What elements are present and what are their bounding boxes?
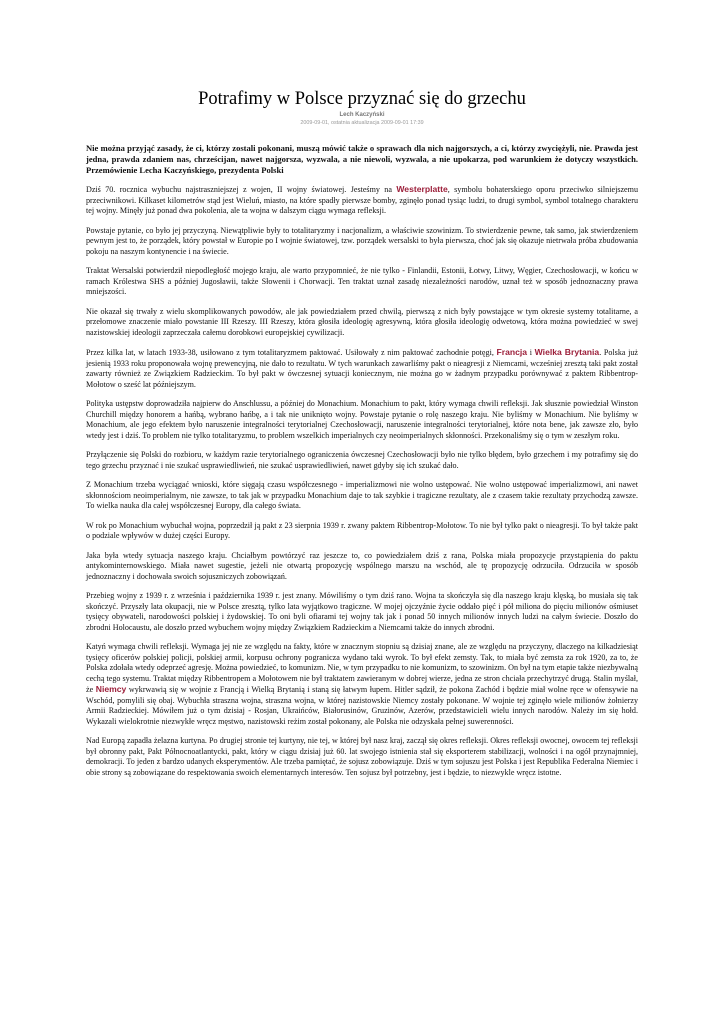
article-lead: Nie można przyjąć zasady, że ci, którzy zostali pokonani, muszą mówić także o sprawach dla nich najgorszych, a ci, którzy zwyciężyli, nie. Prawda jest jedna, prawda zdaniem nas, chrześcijan, nawet najgorsza, wyzwala, a nie niewoli, wyzwala, a nie upokarza, pod warunkiem że dotyczy wszystkich. Przemówienie Lecha Kaczyńskiego, prezydenta Polski bbox=[86, 143, 638, 176]
link-wielka-brytania[interactable]: Wielka Brytania bbox=[534, 347, 600, 358]
paragraph-10: Jaka była wtedy sytuacja naszego kraju. Chciałbym powtórzyć raz jeszcze to, co powiedziałem dziś z rana, Polska miała propozycje przystąpienia do paktu antykominternowskiego. Miała nawet sugestie, jeżeli nie otwartą propozycję wspólnego marszu na wschód, ale tę propozycję odrzuciła. Odrzuciła w sposób jednoznaczny i dochowała swoich sojuszniczych zobowiązań. bbox=[86, 550, 638, 581]
paragraph-3: Traktat Wersalski potwierdził niepodległość mojego kraju, ale warto przypomnieć, że nie tylko - Finlandii, Estonii, Łotwy, Litwy, Węgier, Czechosłowacji, w końcu w ramach Królestwa SHS a później Jugosławii, także Słowenii i Chorwacji. Ten traktat uznał zasadę niezależności narodów, uznał też w sposób jednoznaczny prawa mniejszości. bbox=[86, 266, 638, 297]
paragraph-11: Przebieg wojny z 1939 r. z września i października 1939 r. jest znany. Mówiliśmy o tym dziś rano. Wojna ta skończyła się dla naszego kraju klęską, bo musiała się tak skończyć. Przyszły lata okupacji, nie w Polsce zresztą, tylko lata wyjątkowo tragiczne. W mojej ojczyźnie życie oddało pięć i pół miliona do pięciu milionów ośmiuset tysięcy obywateli, narodowości polskiej i żydowskiej. To oni byli ofiarami tej wojny tak jak i ponad 50 innych milionów innych ludzi na całym świecie. Doszło do zbrodni Holocaustu, ale doszło przed wybuchem wojny między Związkiem Radzieckim a Niemcami także do innych zbrodni. bbox=[86, 591, 638, 632]
paragraph-1 bbox=[86, 184, 638, 217]
link-niemcy[interactable]: Niemcy bbox=[95, 684, 127, 695]
paragraph-8: Z Monachium trzeba wyciągać wnioski, które sięgają czasu współczesnego - imperializmowi nie wolno ustępować. Nie wolno ustępować imperializmowi, ani nawet skłonnościom neoimperialnym, nie zawsze, to tak jak w przypadku Monachium daje to tak szybkie i tragiczne rezultaty, ale z czasem takie rezultaty przychodzą zawsze. To wielka nauka dla całej współczesnej Europy, dla całego świata. bbox=[86, 480, 638, 511]
paragraph-6: Polityka ustępstw doprowadziła najpierw do Anschlussu, a później do Monachium. Monachium to pakt, który wymaga chwili refleksji. Jak słusznie powiedział Winston Churchill między honorem a hańbą, wybrano hańbę, a i tak nie uniknięto wojny. Powstaje pytanie o rolę naszego kraju. Nie byliśmy w Monachium. Nie byliśmy w Monachium, ale jego efektem było naruszenie integralności terytorialnej Czechosłowacji, naruszenie integralności terytorialnej, które nota bene, jak zawsze zło, było wtedy jest i dziś. To problem nie tylko totalitaryzmu, to problem wszelkich imperialnych czy neoimperialnych skłonności. Przekonaliśmy się o tym w zeszłym roku. bbox=[86, 399, 638, 440]
article-dateline: 2009-09-01, ostatnia aktualizacja 2009-09-01 17:39 bbox=[300, 120, 424, 126]
paragraph-text: i bbox=[527, 348, 535, 358]
article-author: Lech Kaczyński bbox=[339, 112, 385, 118]
paragraph-4: Nie okazał się trwały z wielu skomplikowanych powodów, ale jak powiedziałem przed chwilą, pierwszą z nich były powstające w tym okresie systemy totalitarne, a przełomowe znaczenie miało powstanie III Rzeszy. III Rzeszy, która głosiła ideologię agresywną, która głosiła ideologię odwetową, która można powiedzieć w swej nazistowskiej ideologii zaprzeczała całemu dorobkowi europejskiej cywilizacji. bbox=[86, 306, 638, 337]
paragraph-text: . Polska już jesienią 1933 roku proponowała wojnę prewencyjną, nie dało to rezultatu. W tych warunkach zawarliśmy pakt o nieagresji z Niemcami, wcześniej zresztą taki pakt został zawarty również ze Związkiem Radzieckim. To był pakt w ówczesnej sytuacji koniecznym, nie można go w żadnym przypadku porównywać z paktem Ribbentrop-Mołotow o sześć lat późniejszym. bbox=[86, 348, 639, 389]
paragraph-7: Przyłączenie się Polski do rozbioru, w każdym razie terytorialnego ograniczenia ówczesnej Czechosłowacji było nie tylko błędem, było grzechem i my potrafimy się do tego grzechu przyznać i nie szukać usprawiedliwień, nie szukać usprawiedliwień, nawet gdyby się ich szukać dało. bbox=[86, 450, 638, 470]
paragraph-text: wykrwawią się w wojnie z Francją i Wielką Brytanią i staną się łatwym łupem. Hitler sądził, że pokona Zachód i będzie miał wolne ręce w ofensywie na Wschód, pomylili się obaj. Wybuchła straszna wojna, straszna wojna, w której nazistowskie Niemcy zostały pokonane. W wojnie tej zginęło wiele milionów żołnierzy Armii Radzieckiej. Mówiłem już o tym dzisiaj - Rosjan, Ukraińców, Białorusinów, Gruzinów, Azerów, przedstawicieli wielu innych narodów. Należy im się hołd. Wykazali wielokrotnie niezwykłe wręcz męstwo, nazistowski reżim został pokonany, ale Polska nie odzyskała pełnej suwerenności. bbox=[86, 685, 638, 726]
paragraph-text: , symbolu bohaterskiego oporu przeciwko silniejszemu przeciwnikowi. Kilkaset kilometrów stąd jest Wieluń, miasto, na które spadły pierwsze bomby, zginęło ponad tysiąc ludzi, to drugi symbol, symbol totalnego charakteru tej wojny. Minęły już ponad dwa pokolenia, ale ta wojna w dalszym ciągu wymaga refleksji. bbox=[86, 185, 638, 216]
link-westerplatte[interactable]: Westerplatte bbox=[396, 184, 448, 195]
paragraph-13: Nad Europą zapadła żelazna kurtyna. Po drugiej stronie tej kurtyny, nie tej, w której był nasz kraj, zaczął się okres refleksji. Okres refleksji owocnej, owocem tej refleksji był obronny pakt, Pakt Północnoatlantycki, pakt, który w ciągu dzisiaj już 60. lat swojego istnienia stał się eksporterem stabilizacji, wolności i na ogół przynajmniej, demokracji. To jeden z bardzo udanych eksperymentów. Ale trzeba pamiętać, że sojusz zobowiązuje. Dziś w tym sojuszu jest Polska i jest Republika Federalna Niemiec i obie strony są zobowiązane do respektowania swoich elementarnych interesów. Ten sojusz był potrzebny, jest i będzie, to niezwykle wręcz istotne. bbox=[86, 736, 638, 777]
article bbox=[86, 88, 638, 787]
paragraph-2: Powstaje pytanie, co było jej przyczyną. Niewątpliwie były to totalitaryzmy i nacjonalizm, a właściwie szowinizm. To stwierdzenie pewne, tak samo, jak stwierdzeniem pewnym jest to, że porządek, który powstał w Europie po I wojnie światowej, tzw. porządek wersalski to była pierwsza, choć jak się okazuje nietrwała próba zbudowania pokoju na naszym kontynencie i na świecie. bbox=[86, 225, 638, 256]
paragraph-5 bbox=[86, 347, 638, 390]
paragraph-text: Dziś 70. rocznica wybuchu najstraszniejszej z wojen, II wojny światowej. Jesteśmy na bbox=[86, 185, 397, 195]
link-francja[interactable]: Francja bbox=[496, 347, 528, 358]
paragraph-9: W rok po Monachium wybuchał wojna, poprzedził ją pakt z 23 sierpnia 1939 r. zwany paktem Ribbentrop-Mołotow. To nie był tylko pakt o nieagresji. To był także pakt o podziale wpływów w dużej części Europy. bbox=[86, 520, 638, 541]
paragraph-12 bbox=[86, 642, 638, 727]
paragraph-text: Przez kilka lat, w latach 1933-38, usiłowano z tym totalitaryzmem paktować. Usiłowały z nim paktować zachodnie potęgi, bbox=[86, 348, 497, 358]
article-title: Potrafimy w Polsce przyznać się do grzechu bbox=[198, 89, 526, 109]
paragraph-text: Katyń wymaga chwili refleksji. Wymaga jej nie ze względu na fakty, które w znacznym stopniu są dzisiaj znane, ale ze względu na przyczyny, dlaczego na kilkadziesiąt tysięcy oficerów polskiej policji, polskiej armii, korpusu ochrony pogranicza wydano taki wyrok. To był efekt zemsty. Tak, to miała być zemsta za rok 1920, za to, że Polska zdołała wtedy odeprzeć agresję. Można powiedzieć, to komunizm. Nie, w tym przypadku to nie komunizm, to szowinizm. On był na tym etapie także niezbywalną cechą tego systemu. Traktat między Ribbentropem a Mołotowem nie był traktatem zawieranym w dobrej wierze, jedna ze stron chciała przechytrzyć drugą. Stalin myślał, że bbox=[86, 642, 639, 695]
